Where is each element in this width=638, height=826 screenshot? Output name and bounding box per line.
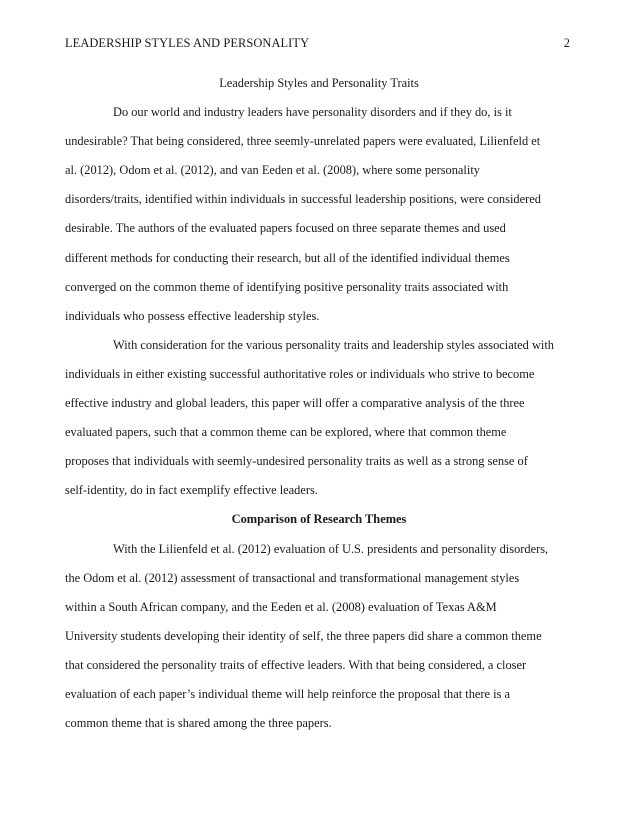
paragraph-line: undesirable? That being considered, three seemly-unrelated papers were evaluated, Lilienfeld et [65,134,541,149]
section-paragraph-1 [65,535,573,739]
paragraph-line: within a South African company, and the Eeden et al. (2008) evaluation of Texas A&M [65,599,497,614]
intro-paragraph-2 [65,331,573,506]
paragraph-line: With the Lilienfeld et al. (2012) evaluation of U.S. presidents and personality disorders, [113,541,549,556]
page-number: 2 [563,36,570,50]
document-title: Leadership Styles and Personality Traits [219,76,419,90]
paragraph-line: effective industry and global leaders, this paper will offer a comparative analysis of the three [65,396,525,411]
paragraph-line: University students developing their identity of self, the three papers did share a common theme [65,628,542,643]
paragraph-line: converged on the common theme of identifying positive personality traits associated with [65,279,509,294]
intro-paragraph-1 [65,98,573,331]
paragraph-line: different methods for conducting their research, but all of the identified individual themes [65,250,510,265]
paragraph-line: desirable. The authors of the evaluated papers focused on three separate themes and used [65,221,506,236]
running-head-title: LEADERSHIP STYLES AND PERSONALITY [65,36,310,50]
paragraph-line: evaluated papers, such that a common theme can be explored, where that common theme [65,425,507,440]
paragraph-line: the Odom et al. (2012) assessment of transactional and transformational management styles [65,570,520,585]
paragraph-line: self-identity, do in fact exemplify effective leaders. [65,483,318,498]
paragraph-line: With consideration for the various personality traits and leadership styles associated with [113,337,554,352]
paragraph-line: common theme that is shared among the three papers. [65,716,332,731]
paragraph-line: individuals in either existing successful authoritative roles or individuals who strive to become [65,366,535,381]
paragraph-line: proposes that individuals with seemly-undesired personality traits as well as a strong sense of [65,454,528,469]
paragraph-line: that considered the personality traits of effective leaders. With that being considered, a closer [65,657,527,672]
paragraph-line: disorders/traits, identified within individuals in successful leadership positions, were considered [65,192,541,207]
section-heading: Comparison of Research Themes [231,512,407,527]
running-head [65,36,570,51]
paragraph-line: Do our world and industry leaders have personality disorders and if they do, is it [113,105,512,120]
paragraph-line: evaluation of each paper’s individual theme will help reinforce the proposal that there is a [65,686,510,701]
paragraph-line: al. (2012), Odom et al. (2012), and van Eeden et al. (2008), where some personality [65,163,480,178]
paragraph-line: individuals who possess effective leadership styles. [65,308,320,323]
document-body [65,69,573,738]
